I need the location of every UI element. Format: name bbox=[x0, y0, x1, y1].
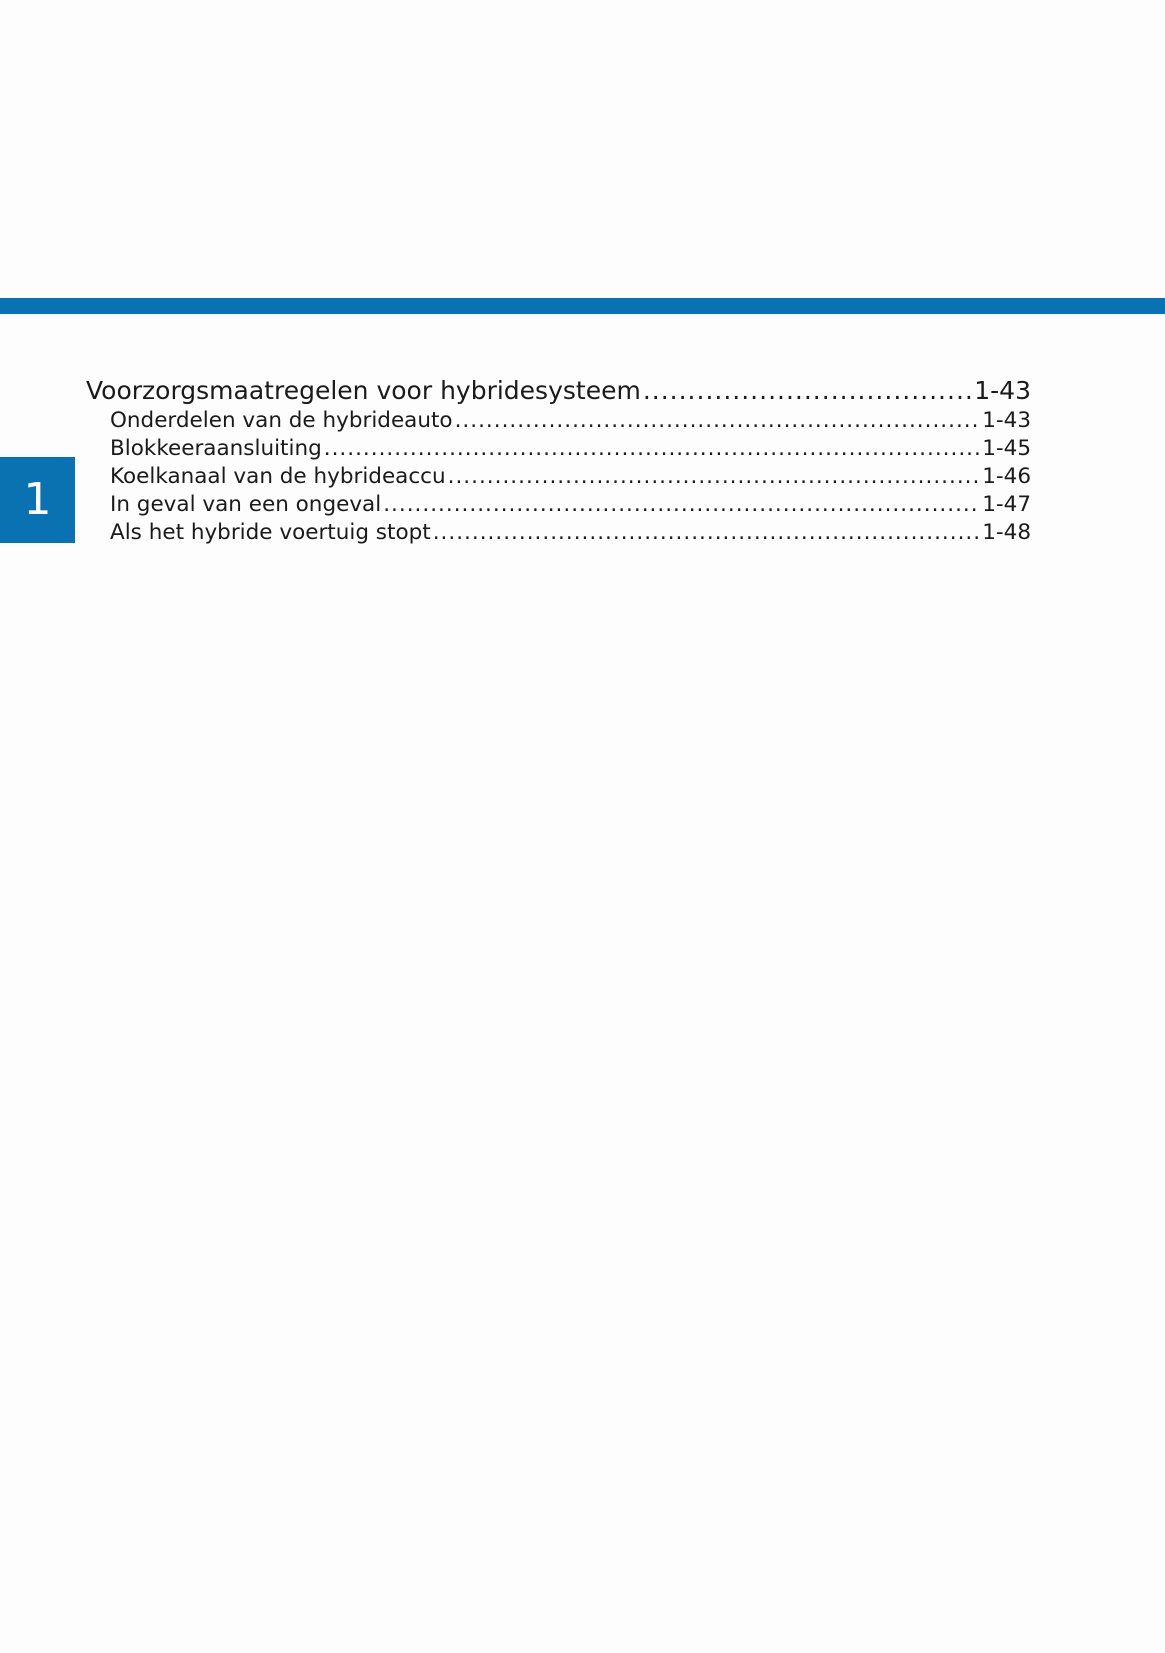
chapter-number: 1 bbox=[23, 474, 52, 525]
toc-main-page: 1-43 bbox=[974, 376, 1031, 405]
table-of-contents bbox=[86, 375, 1031, 547]
toc-entry-blokkeeraansluiting[interactable] bbox=[86, 435, 1031, 463]
toc-entry-title: Blokkeeraansluiting bbox=[110, 436, 322, 461]
toc-leader-dots bbox=[455, 407, 981, 435]
toc-entry-page: 1-47 bbox=[982, 492, 1031, 517]
toc-entry-page: 1-43 bbox=[982, 408, 1031, 433]
toc-entry-koelkanaal[interactable] bbox=[86, 463, 1031, 491]
toc-leader-dots bbox=[643, 375, 972, 407]
toc-entry-title: In geval van een ongeval bbox=[110, 492, 382, 517]
toc-main-entry[interactable] bbox=[86, 375, 1031, 407]
toc-entry-title: Als het hybride voertuig stopt bbox=[110, 520, 431, 545]
toc-entry-voertuig-stopt[interactable] bbox=[86, 519, 1031, 547]
chapter-tab bbox=[0, 457, 75, 543]
top-color-bar bbox=[0, 298, 1165, 314]
toc-leader-dots bbox=[448, 463, 981, 491]
toc-entry-title: Koelkanaal van de hybrideaccu bbox=[110, 464, 446, 489]
toc-entry-page: 1-45 bbox=[982, 436, 1031, 461]
toc-entry-page: 1-46 bbox=[982, 464, 1031, 489]
toc-entry-ongeval[interactable] bbox=[86, 491, 1031, 519]
toc-entry-page: 1-48 bbox=[982, 520, 1031, 545]
toc-leader-dots bbox=[324, 435, 980, 463]
toc-leader-dots bbox=[433, 519, 981, 547]
toc-entry-onderdelen[interactable] bbox=[86, 407, 1031, 435]
toc-main-title: Voorzorgsmaatregelen voor hybridesysteem bbox=[86, 376, 641, 405]
toc-entry-title: Onderdelen van de hybrideauto bbox=[110, 408, 453, 433]
toc-leader-dots bbox=[383, 491, 980, 519]
